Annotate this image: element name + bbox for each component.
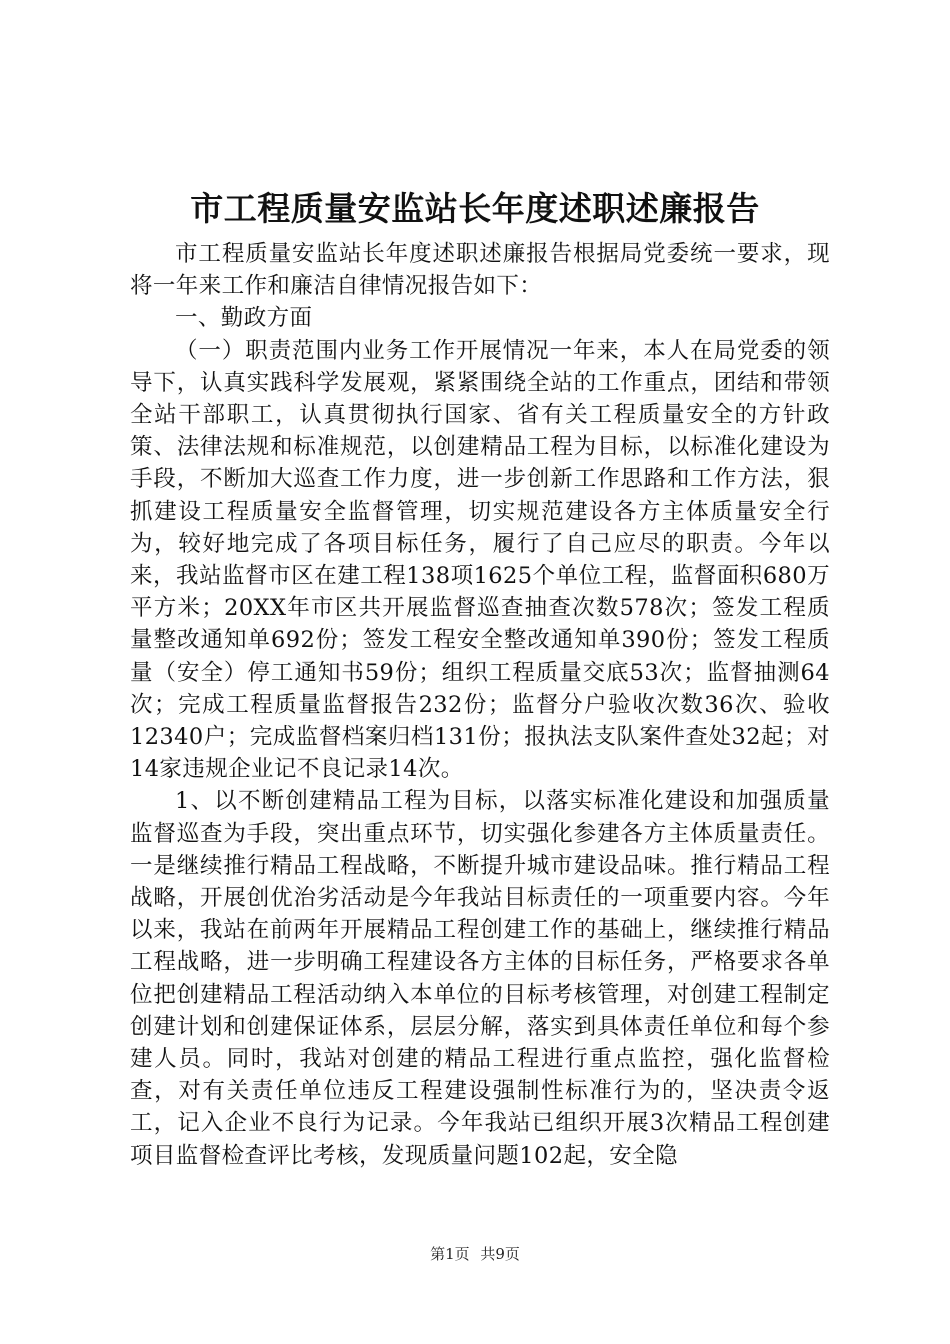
section-heading: 一、勤政方面 xyxy=(175,305,313,332)
page-number: 第1页 xyxy=(430,1245,470,1263)
duty-paragraph: （一）职责范围内业务工作开展情况一年来，本人在局党委的领导下，认真实践科学发展观，紧紧围绕全站的工作重点，团结和带领全站干部职工，认真贯彻执行国家、省有关工程质量安全的方针政策、法律法规和标准规范，以创建精品工程为目标，以标准化建设为手段，不断加大巡查工作力度，进一步创新工作思路和工作方法，狠抓建设工程质量安全监督管理，切实规范建设各方主体质量安全行为，较好地完成了各项目标任务，履行了自己应尽的职责。今年以来，我站监督市区在建工程138项1625个单位工程，监督面积680万平方米；20XX年市区共开展监督巡查抽查次数578次；签发工程质量整改通知单692份；签发工程安全整改通知单390份；签发工程质量（安全）停工通知书59份；组织工程质量交底53次；监督抽测64次；完成工程质量监督报告232份；监督分户验收次数36次、验收12340户；完成监督档案归档131份；报执法支队案件查处32起；对14家违规企业记不良记录14次。 xyxy=(130,337,830,783)
document-title: 市工程质量安监站长年度述职述廉报告 xyxy=(190,189,760,228)
intro-paragraph: 市工程质量安监站长年度述职述廉报告根据局党委统一要求，现将一年来工作和廉洁自律情况报告如下： xyxy=(130,241,830,300)
document-body xyxy=(130,238,830,1172)
quality-paragraph: 1、以不断创建精品工程为目标，以落实标准化建设和加强质量监督巡查为手段，突出重点环节，切实强化参建各方主体质量责任。一是继续推行精品工程战略，不断提升城市建设品味。推行精品工程战略，开展创优治劣活动是今年我站目标责任的一项重要内容。今年以来，我站在前两年开展精品工程创建工作的基础上，继续推行精品工程战略，进一步明确工程建设各方主体的目标任务，严格要求各单位把创建精品工程活动纳入本单位的目标考核管理，对创建工程制定创建计划和创建保证体系，层层分解，落实到具体责任单位和每个参建人员。同时，我站对创建的精品工程进行重点监控，强化监督检查，对有关责任单位违反工程建设强制性标准行为的，坚决责令返工，记入企业不良行为记录。今年我站已组织开展3次精品工程创建项目监督检查评比考核，发现质量问题102起，安全隐 xyxy=(130,788,830,1169)
page-footer xyxy=(0,1244,950,1264)
page-total: 共9页 xyxy=(480,1245,520,1263)
